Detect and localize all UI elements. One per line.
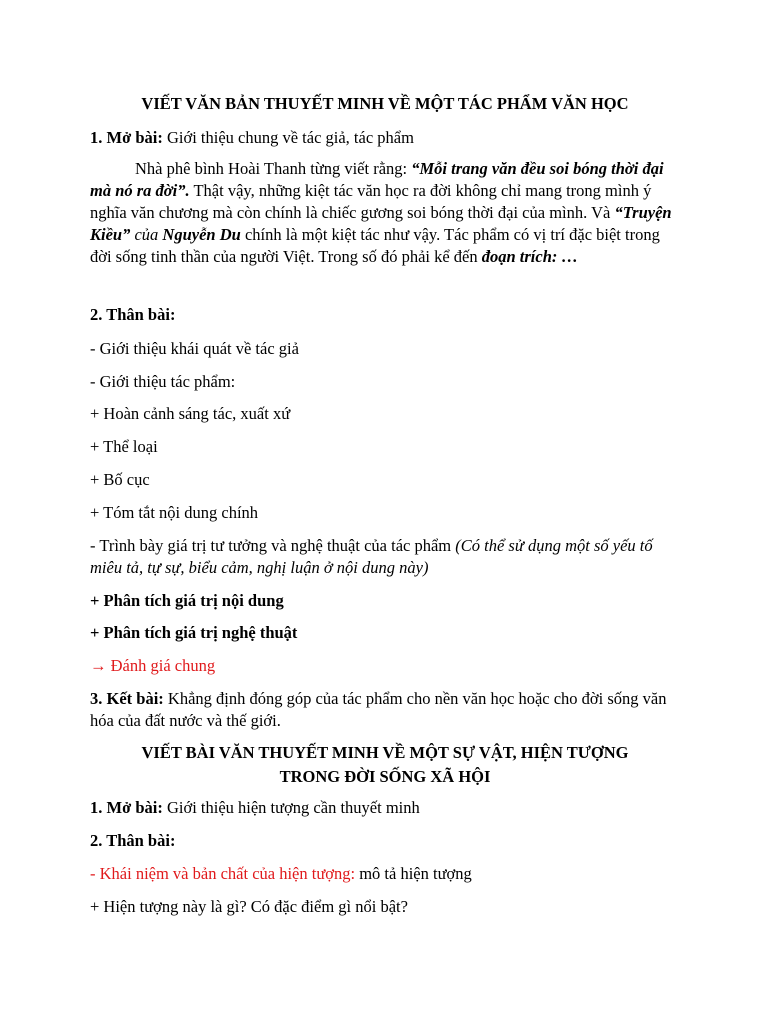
para-quote-1: “Mỗi trang văn đều soi bóng thời đại mà nó ra đời”. (90, 159, 664, 200)
list-item: + Tóm tắt nội dung chính (90, 503, 259, 522)
s1-than-bai (90, 304, 680, 326)
s1-mo-bai-label: 1. Mở bài: (90, 128, 163, 147)
section2-title-line1: VIẾT BÀI VĂN THUYẾT MINH VỀ MỘT SỰ VẬT, HIỆN TƯỢNG (141, 743, 629, 762)
s1-mo-bai (90, 127, 680, 149)
s2-mo-bai-text: Giới thiệu hiện tượng cần thuyết minh (162, 798, 420, 817)
list-item: + Phân tích giá trị nội dung (90, 591, 284, 610)
s1-ket-bai-text: Khẳng định đóng góp của tác phẩm cho nền văn học hoặc cho đời sống văn hóa của đất nước và thế giới. (90, 689, 667, 730)
para-quote-2: “Truyện Kiều” (90, 203, 672, 244)
s2-than-bai-label: 2. Thân bài: (90, 831, 176, 850)
list-item: + Hiện tượng này là gì? Có đặc điểm gì nổi bật? (90, 897, 408, 916)
list-item: - Giới thiệu khái quát về tác giả (90, 339, 299, 358)
s1-ket-bai-label: 3. Kết bài: (90, 689, 164, 708)
list-item: + Phân tích giá trị nghệ thuật (90, 623, 298, 642)
section1-title: VIẾT VĂN BẢN THUYẾT MINH VỀ MỘT TÁC PHẨM VĂN HỌC (141, 94, 629, 113)
list-item: + Hoàn cảnh sáng tác, xuất xứ (90, 404, 291, 423)
values-note: (Có thể sử dụng một số yếu tố miêu tả, tự sự, biểu cảm, nghị luận ở nội dung này) (90, 536, 653, 577)
s2-mo-bai (90, 797, 680, 819)
values-text: - Trình bày giá trị tư tưởng và nghệ thuật của tác phẩm (90, 536, 456, 555)
para-quote-3: Nguyễn Du (162, 225, 241, 244)
list-item-values (90, 535, 680, 579)
evaluation-item: → Đánh giá chung (90, 656, 216, 675)
para-text-2: Thật vậy, những kiệt tác văn học ra đời không chỉ mang trong mình ý nghĩa văn chương mà còn chính là chiếc gương soi bóng thời đại của mình. Và (90, 181, 652, 222)
section2-title (90, 742, 680, 788)
list-item: - Giới thiệu tác phẩm: (90, 372, 236, 391)
khai-niem-label: - Khái niệm và bản chất của hiện tượng: (90, 864, 356, 883)
list-item: + Thể loại (90, 437, 158, 456)
s1-mo-bai-text: Giới thiệu chung về tác giả, tác phẩm (162, 128, 414, 147)
section2-title-line2: TRONG ĐỜI SỐNG XÃ HỘI (279, 767, 491, 786)
list-item: + Bố cục (90, 470, 150, 489)
s2-mo-bai-label: 1. Mở bài: (90, 798, 163, 817)
khai-niem-text: mô tả hiện tượng (355, 864, 472, 883)
s1-ket-bai (90, 688, 680, 732)
para-quote-4: đoạn trích: … (481, 247, 579, 266)
s1-intro-paragraph (90, 158, 680, 268)
s1-than-bai-label: 2. Thân bài: (90, 305, 176, 324)
para-text-3: của (130, 225, 163, 244)
s2-khai-niem (90, 863, 680, 885)
para-text-1: Nhà phê bình Hoài Thanh từng viết rằng: (135, 159, 412, 178)
para-text-4: chính là một kiệt tác như vậy. Tác phẩm có vị trí đặc biệt trong đời sống tinh thần của người Việt. Trong số đó phải kể đến (90, 225, 660, 266)
s2-than-bai (90, 830, 680, 852)
